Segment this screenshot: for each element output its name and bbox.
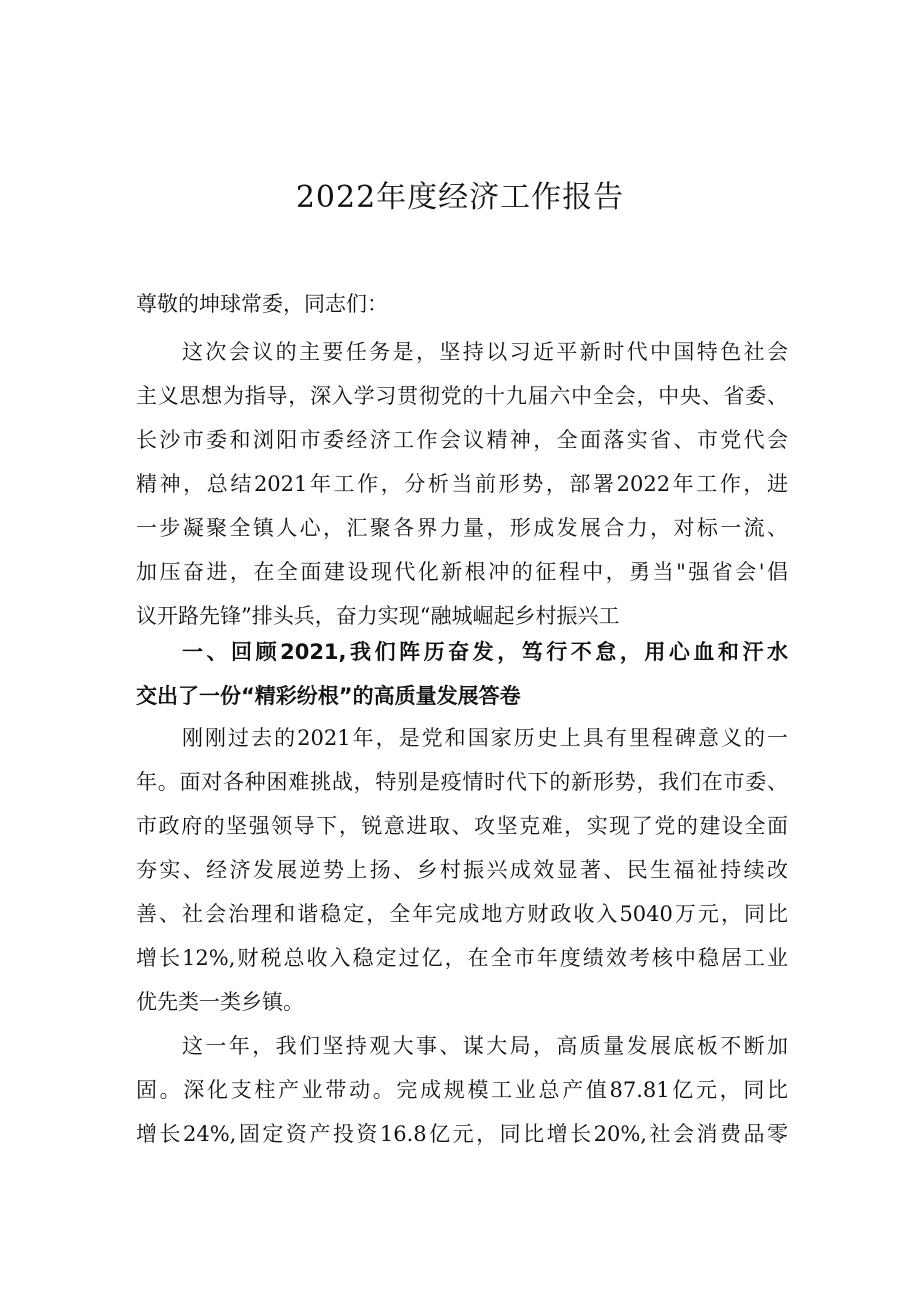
paragraph-line: 主义思想为指导，深入学习贯彻党的十九届六中全会，中央、省委、	[136, 384, 788, 408]
paragraph-2021-review	[136, 716, 788, 1024]
paragraph-line: 刚刚过去的2021年，是党和国家历史上具有里程碑意义的一	[182, 726, 788, 750]
paragraph-line: 这一年，我们坚持观大事、谋大局，高质量发展底板不断加	[182, 1034, 788, 1058]
document-title: 2022年度经济工作报告	[295, 180, 625, 215]
paragraph-line: 夯实、经济发展逆势上扬、乡村振兴成效显著、民生福祉持续改	[136, 858, 788, 882]
paragraph-line: 这次会议的主要任务是，坚持以习近平新时代中国特色社会	[182, 340, 788, 364]
section-heading-review-2021	[136, 630, 788, 718]
paragraph-line: 增长24%,固定资产投资16.8亿元，同比增长20%,社会消费品零	[136, 1122, 788, 1146]
paragraph-meeting-tasks	[136, 330, 788, 638]
paragraph-line: 市政府的坚强领导下，锐意进取、攻坚克难，实现了党的建设全面	[136, 814, 788, 838]
paragraph-line: 善、社会治理和谐稳定，全年完成地方财政收入5040万元，同比	[136, 902, 788, 926]
heading-line: 交出了一份“精彩纷根”的高质量发展答卷	[136, 684, 521, 708]
greeting	[136, 282, 788, 326]
heading-line: 一、回顾2021,我们阵历奋发，笃行不怠，用心血和汗水	[182, 640, 788, 664]
paragraph-line: 精神，总结2021年工作，分析当前形势，部署2022年工作，进	[136, 472, 788, 496]
paragraph-line: 加压奋进，在全面建设现代化新根冲的征程中，勇当"强省会'倡	[136, 560, 788, 584]
paragraph-line: 增长12%,财税总收入稳定过亿，在全市年度绩效考核中稳居工业	[136, 946, 788, 970]
paragraph-line: 年。面对各种困难挑战，特别是疫情时代下的新形势，我们在市委、	[136, 770, 788, 794]
paragraph-line: 优先类一类乡镇。	[136, 990, 304, 1014]
paragraph-line: 固。深化支柱产业带动。完成规模工业总产值87.81亿元，同比	[136, 1078, 788, 1102]
greeting-line: 尊敬的坤球常委，同志们：	[136, 292, 388, 316]
paragraph-line: 一步凝聚全镇人心，汇聚各界力量，形成发展合力，对标一流、	[136, 516, 788, 540]
paragraph-line: 长沙市委和浏阳市委经济工作会议精神，全面落实省、市党代会	[136, 428, 788, 452]
paragraph-development-base	[136, 1024, 788, 1156]
paragraph-line: 议开路先锋”排头兵，奋力实现“融城崛起乡村振兴工	[136, 604, 620, 628]
